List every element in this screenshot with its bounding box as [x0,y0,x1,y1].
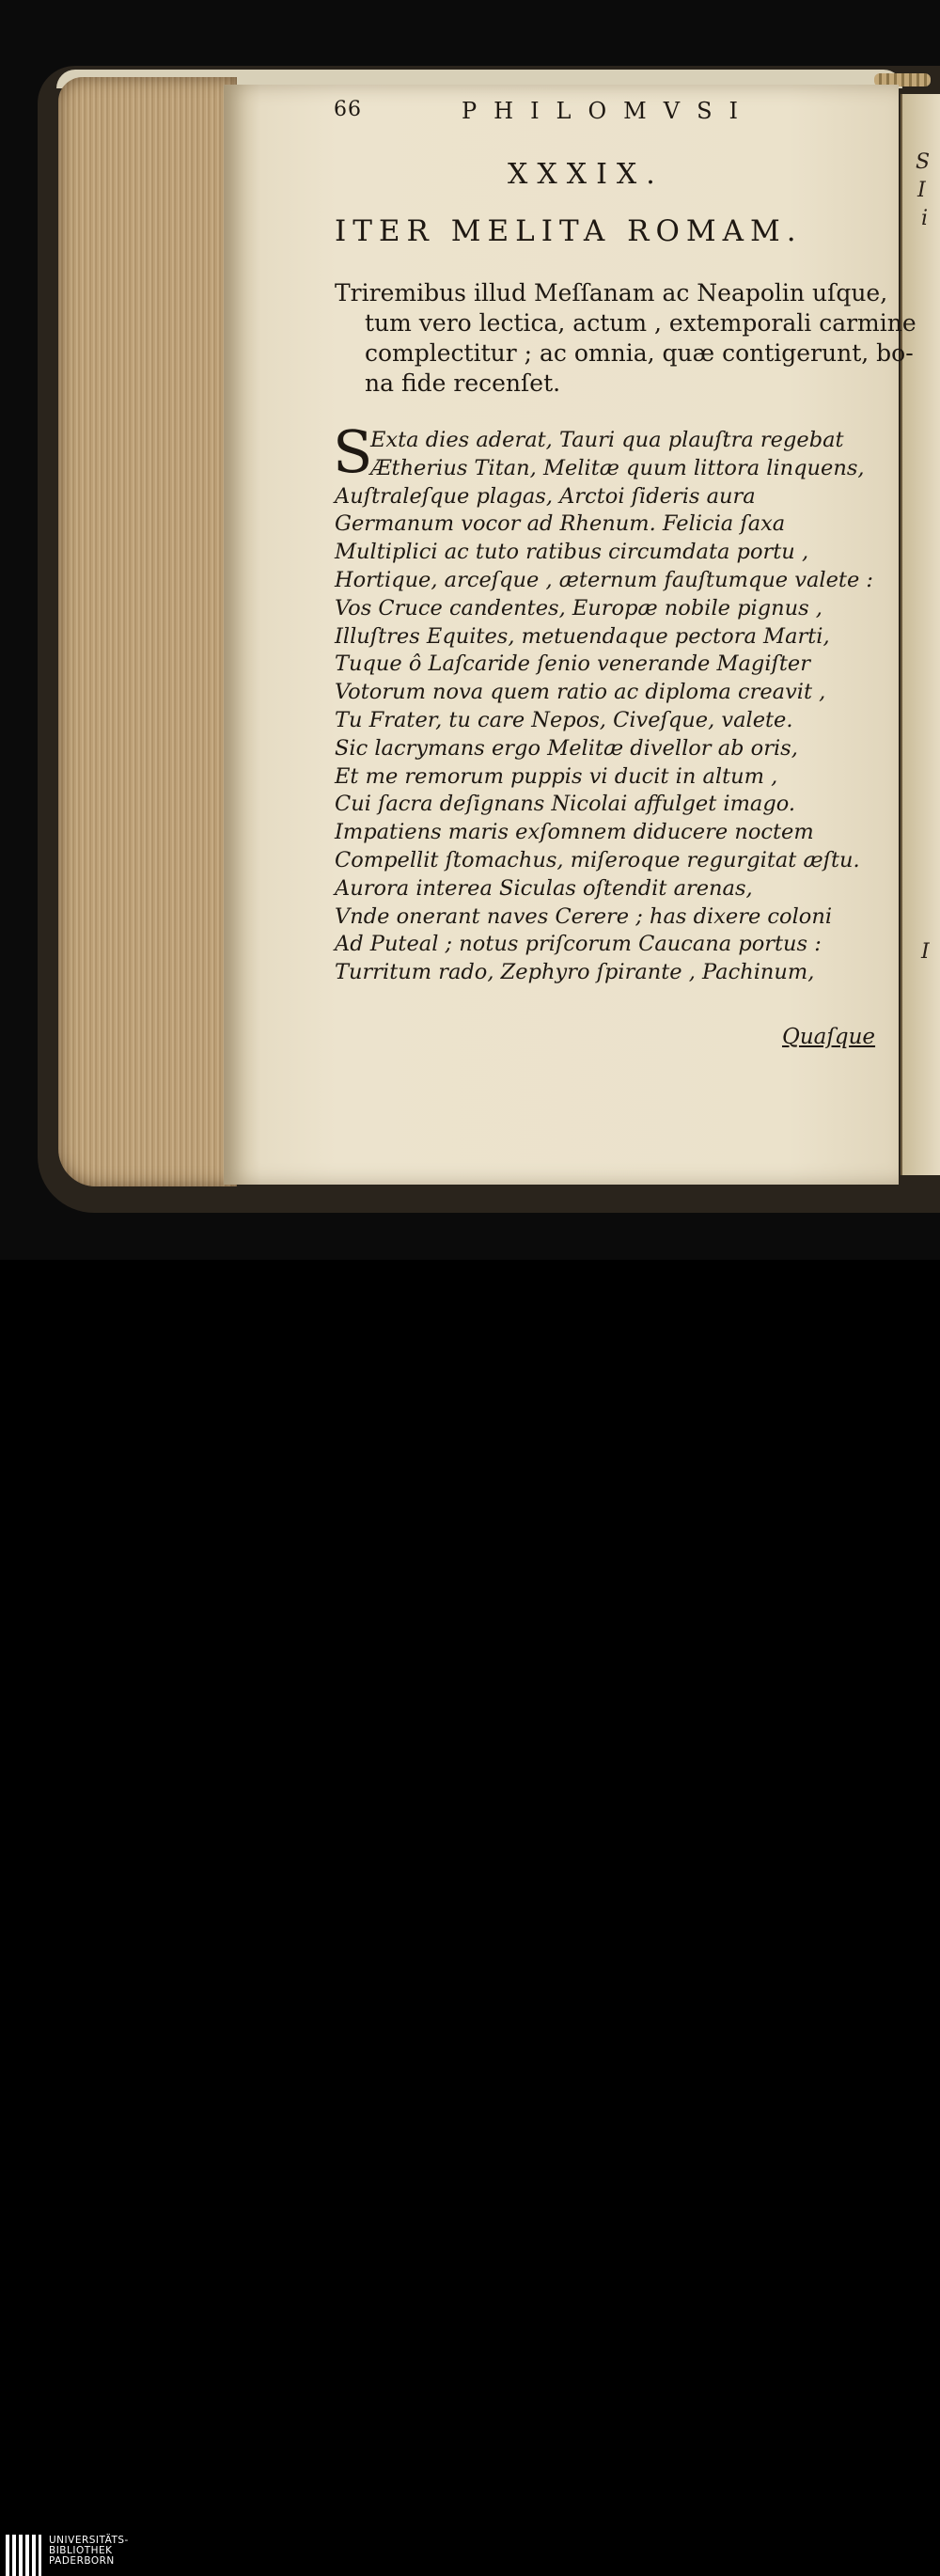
poem-line: Tu Frater, tu care Nepos, Civeſque, valete. [335,707,793,732]
poem-line: Turritum rado, Zephyro ſpirante , Pachinum, [335,960,815,985]
poem-line: Et me remorum puppis vi ducit in altum , [335,763,778,789]
poem-line: Vos Cruce candentes, Europæ nobile pignus , [335,595,822,620]
summary-line: Triremibus illud Meſſanam ac Neapolin uſque, [335,279,888,306]
poem-line: Multiplici ac tuto ratibus circumdata portu , [335,540,809,565]
page-block-edge [58,77,237,1186]
summary-line: tum vero lectica, actum , extemporali carmine [365,309,916,337]
right-page-letter: S [916,150,931,174]
poem-line: Hortique, arceſque , æternum fauſtumque valete : [335,567,874,592]
summary-line: complectitur ; ac omnia, quæ contigerunt, bo- [365,339,914,367]
right-page-edge [901,94,940,1175]
book-scan [0,0,940,1260]
poem-line: Impatiens maris exſomnem diducere noctem [335,820,814,845]
chapter-number: XXXIX. [508,158,665,191]
poem-line: Illuſtres Equites, metuendaque pectora Marti, [335,623,830,649]
catchword: Quaſque [782,1025,876,1049]
library-name-line: PADERBORN [49,2555,115,2567]
poem-line: Compellit ſtomachus, miſeroque regurgitat æſtu. [335,847,860,872]
poem-line: Ætherius Titan, Melitæ quum littora linquens, [370,455,865,480]
footer-bar [0,1260,940,2567]
poem-line: Vnde onerant naves Cerere ; has dixere coloni [335,903,833,929]
library-name-line: BIBLIOTHEK [49,2545,113,2556]
poem-line: Exta dies aderat, Tauri qua plauſtra regebat [370,428,844,452]
poem-line: Auſtraleſque plagas, Arctoi ſideris aura [335,483,756,509]
right-page-letter: I [921,940,930,964]
chapter-summary [335,278,916,399]
poem-line: Cui ſacra deſignans Nicolai affulget imago. [335,792,796,817]
summary-line: na fide recenſet. [365,369,561,397]
poem-line: Tuque ô Laſcaride ſenio venerande Magiſter [335,652,810,677]
running-title: PHILOMVSI [462,98,755,124]
poem [333,417,899,987]
running-header [334,98,870,132]
poem-line: Aurora interea Siculas oſtendit arenas, [335,875,753,901]
poem-line: Sic lacrymans ergo Melitæ divellor ab oris, [335,735,798,761]
chapter-title: ITER MELITA ROMAM. [335,214,803,248]
drop-cap: S [333,417,373,486]
right-page-letter: I [917,179,926,202]
library-logo-icon [6,2535,41,2576]
poem-line: Votorum nova quem ratio ac diploma creavit , [335,680,826,705]
library-name-line: UNIVERSITÄTS- [49,2535,129,2546]
right-page-letter: i [921,207,929,230]
page-number: 66 [334,98,362,121]
library-name [49,2536,129,2567]
poem-line: Germanum vocor ad Rhenum. Felicia ſaxa [335,511,786,537]
poem-line: Ad Puteal ; notus priſcorum Caucana portus : [335,932,822,957]
